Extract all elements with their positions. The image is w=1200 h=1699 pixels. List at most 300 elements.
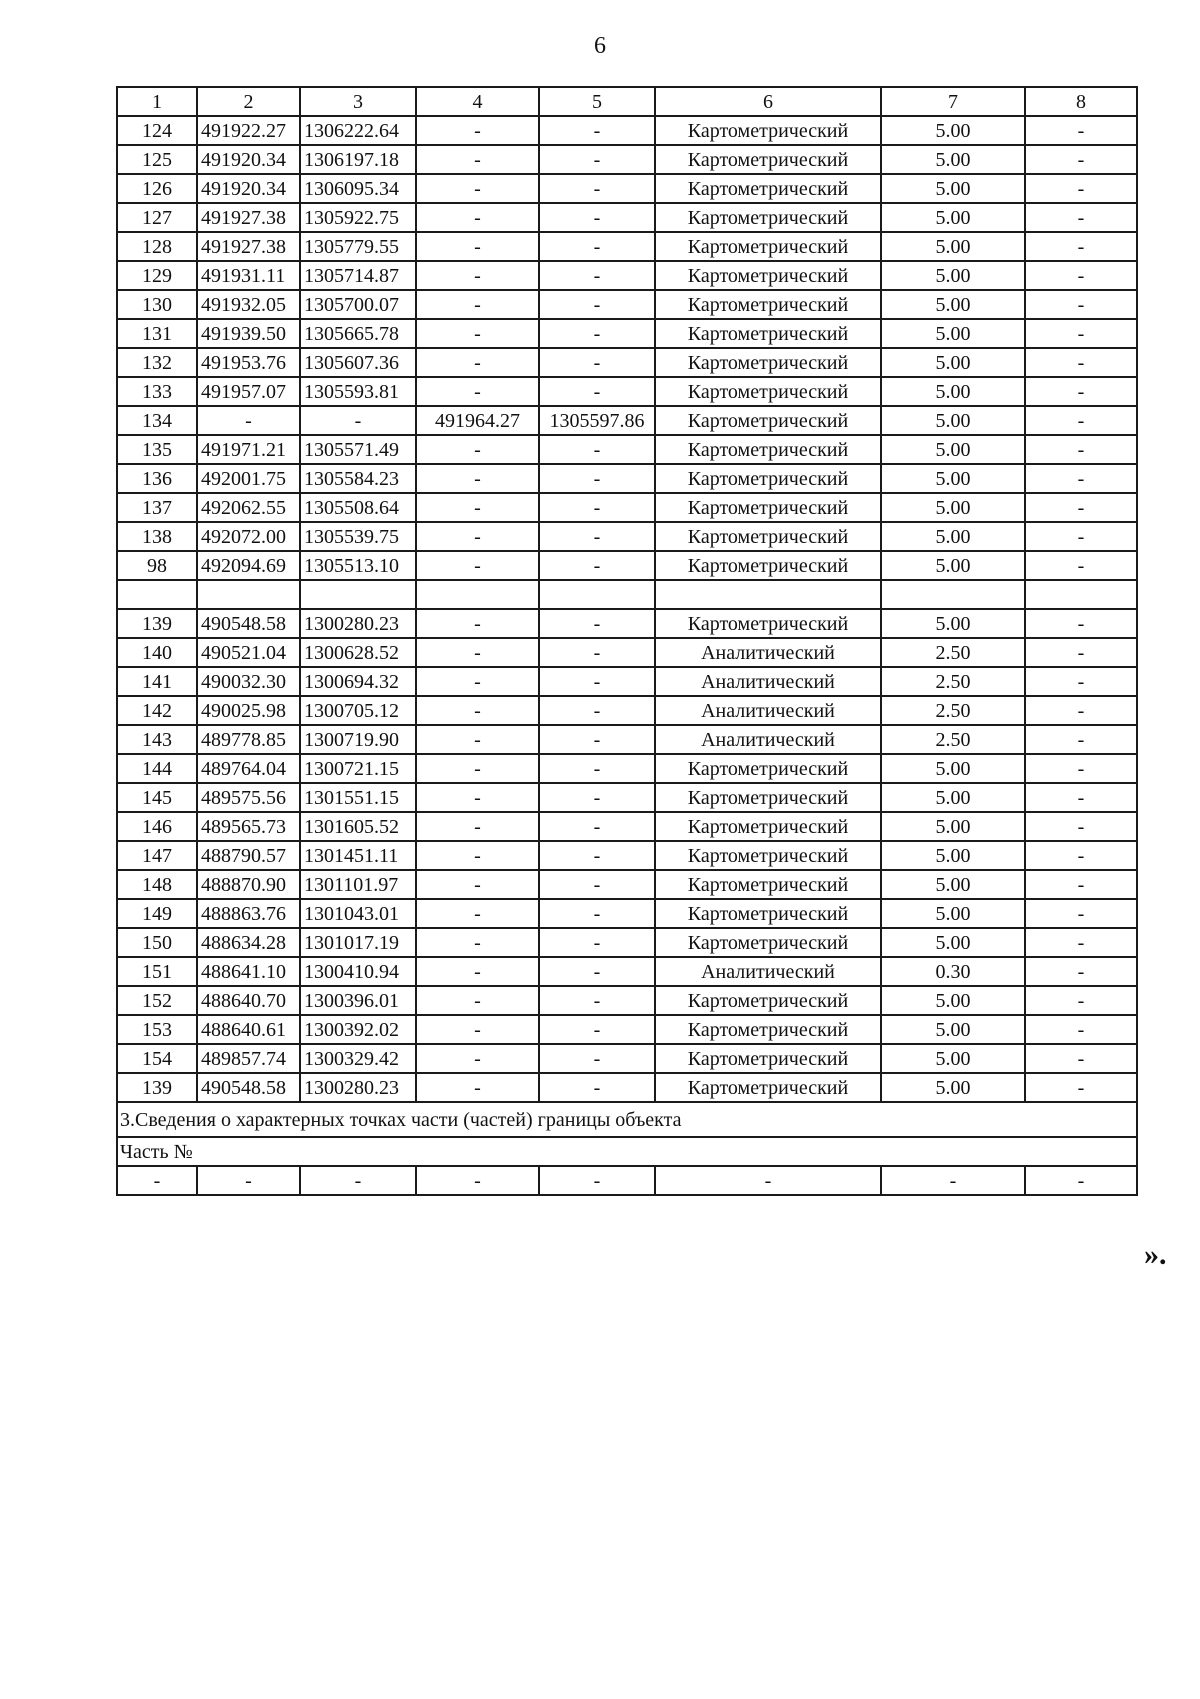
y-coordinate-cell — [300, 580, 416, 609]
x-coordinate-alt-cell: - — [416, 348, 539, 377]
method-cell: Аналитический — [655, 957, 881, 986]
point-number-cell: 124 — [117, 116, 197, 145]
table-row — [117, 319, 1137, 348]
x-coordinate-cell: 492072.00 — [197, 522, 300, 551]
accuracy-cell: 5.00 — [881, 899, 1025, 928]
point-number-cell: 139 — [117, 1073, 197, 1102]
point-number-cell: 132 — [117, 348, 197, 377]
accuracy-cell: 5.00 — [881, 348, 1025, 377]
point-number-cell: 152 — [117, 986, 197, 1015]
description-cell: - — [1025, 957, 1137, 986]
description-cell: - — [1025, 203, 1137, 232]
x-coordinate-alt-cell: - — [416, 174, 539, 203]
description-cell: - — [1025, 1044, 1137, 1073]
table-row — [117, 580, 1137, 609]
table-row — [117, 435, 1137, 464]
y-coordinate-cell: 1305539.75 — [300, 522, 416, 551]
y-coordinate-alt-cell: - — [539, 957, 655, 986]
y-coordinate-alt-cell: - — [539, 725, 655, 754]
table-row — [117, 261, 1137, 290]
section-title-row — [117, 1102, 1137, 1137]
x-coordinate-cell: 489778.85 — [197, 725, 300, 754]
description-cell: - — [1025, 551, 1137, 580]
accuracy-cell: 2.50 — [881, 696, 1025, 725]
y-coordinate-cell: 1300719.90 — [300, 725, 416, 754]
y-coordinate-cell: 1300628.52 — [300, 638, 416, 667]
column-number-row — [117, 87, 1137, 116]
table-row — [117, 696, 1137, 725]
accuracy-cell: 2.50 — [881, 725, 1025, 754]
x-coordinate-cell: 492001.75 — [197, 464, 300, 493]
x-coordinate-alt-cell: - — [416, 754, 539, 783]
table-row — [117, 406, 1137, 435]
table-row — [117, 348, 1137, 377]
y-coordinate-cell: 1305593.81 — [300, 377, 416, 406]
x-coordinate-alt-cell: - — [416, 725, 539, 754]
point-number-cell: 129 — [117, 261, 197, 290]
x-coordinate-cell — [197, 580, 300, 609]
description-cell: - — [1025, 145, 1137, 174]
x-coordinate-alt-cell: - — [416, 841, 539, 870]
y-coordinate-cell: 1301101.97 — [300, 870, 416, 899]
x-coordinate-alt-cell: - — [416, 696, 539, 725]
section-title: 3.Сведения о характерных точках части (частей) границы объекта — [117, 1102, 1137, 1137]
x-coordinate-alt-cell: - — [416, 783, 539, 812]
part-cell: - — [197, 1166, 300, 1195]
accuracy-cell: 5.00 — [881, 522, 1025, 551]
accuracy-cell — [881, 580, 1025, 609]
method-cell: Картометрический — [655, 464, 881, 493]
part-cell: - — [655, 1166, 881, 1195]
y-coordinate-cell: 1300396.01 — [300, 986, 416, 1015]
table-row — [117, 232, 1137, 261]
part-cell: - — [117, 1166, 197, 1195]
y-coordinate-alt-cell: - — [539, 319, 655, 348]
table-row — [117, 1073, 1137, 1102]
x-coordinate-cell: 488640.70 — [197, 986, 300, 1015]
point-number-cell: 130 — [117, 290, 197, 319]
x-coordinate-cell: 490548.58 — [197, 1073, 300, 1102]
method-cell: Аналитический — [655, 667, 881, 696]
y-coordinate-cell: 1300705.12 — [300, 696, 416, 725]
table-row — [117, 551, 1137, 580]
description-cell: - — [1025, 319, 1137, 348]
x-coordinate-alt-cell: - — [416, 928, 539, 957]
method-cell: Картометрический — [655, 174, 881, 203]
column-number-1: 1 — [117, 87, 197, 116]
y-coordinate-cell: 1300721.15 — [300, 754, 416, 783]
accuracy-cell: 0.30 — [881, 957, 1025, 986]
y-coordinate-alt-cell: - — [539, 928, 655, 957]
method-cell: Картометрический — [655, 261, 881, 290]
point-number-cell: 142 — [117, 696, 197, 725]
y-coordinate-alt-cell: - — [539, 203, 655, 232]
y-coordinate-cell: 1305508.64 — [300, 493, 416, 522]
y-coordinate-alt-cell: - — [539, 638, 655, 667]
description-cell: - — [1025, 986, 1137, 1015]
x-coordinate-alt-cell: - — [416, 377, 539, 406]
y-coordinate-alt-cell: - — [539, 493, 655, 522]
table-row — [117, 464, 1137, 493]
y-coordinate-cell: 1306222.64 — [300, 116, 416, 145]
table-row — [117, 899, 1137, 928]
x-coordinate-alt-cell: - — [416, 145, 539, 174]
x-coordinate-alt-cell: - — [416, 1044, 539, 1073]
accuracy-cell: 5.00 — [881, 609, 1025, 638]
x-coordinate-cell: 490025.98 — [197, 696, 300, 725]
method-cell: Картометрический — [655, 290, 881, 319]
accuracy-cell: 5.00 — [881, 986, 1025, 1015]
description-cell: - — [1025, 232, 1137, 261]
x-coordinate-cell: 489764.04 — [197, 754, 300, 783]
x-coordinate-cell: 488641.10 — [197, 957, 300, 986]
y-coordinate-alt-cell: - — [539, 870, 655, 899]
x-coordinate-alt-cell: - — [416, 116, 539, 145]
accuracy-cell: 5.00 — [881, 812, 1025, 841]
method-cell: Картометрический — [655, 1015, 881, 1044]
point-number-cell: 139 — [117, 609, 197, 638]
description-cell: - — [1025, 754, 1137, 783]
point-number-cell: 144 — [117, 754, 197, 783]
point-number-cell: 148 — [117, 870, 197, 899]
accuracy-cell: 5.00 — [881, 1044, 1025, 1073]
accuracy-cell: 5.00 — [881, 783, 1025, 812]
method-cell: Картометрический — [655, 406, 881, 435]
description-cell: - — [1025, 1073, 1137, 1102]
method-cell: Картометрический — [655, 812, 881, 841]
description-cell: - — [1025, 638, 1137, 667]
method-cell: Картометрический — [655, 348, 881, 377]
table-row — [117, 870, 1137, 899]
accuracy-cell: 5.00 — [881, 464, 1025, 493]
point-number-cell: 145 — [117, 783, 197, 812]
description-cell: - — [1025, 812, 1137, 841]
x-coordinate-cell: 490032.30 — [197, 667, 300, 696]
point-number-cell: 135 — [117, 435, 197, 464]
description-cell: - — [1025, 928, 1137, 957]
method-cell: Картометрический — [655, 870, 881, 899]
accuracy-cell: 5.00 — [881, 232, 1025, 261]
x-coordinate-cell: 491971.21 — [197, 435, 300, 464]
accuracy-cell: 5.00 — [881, 841, 1025, 870]
point-number-cell: 126 — [117, 174, 197, 203]
y-coordinate-cell: - — [300, 406, 416, 435]
y-coordinate-alt-cell: - — [539, 174, 655, 203]
description-cell: - — [1025, 116, 1137, 145]
method-cell: Картометрический — [655, 1044, 881, 1073]
point-number-cell: 128 — [117, 232, 197, 261]
x-coordinate-alt-cell: - — [416, 261, 539, 290]
y-coordinate-alt-cell: 1305597.86 — [539, 406, 655, 435]
y-coordinate-alt-cell: - — [539, 1044, 655, 1073]
method-cell: Картометрический — [655, 377, 881, 406]
y-coordinate-cell: 1305700.07 — [300, 290, 416, 319]
y-coordinate-alt-cell: - — [539, 696, 655, 725]
page-number: 6 — [594, 33, 606, 59]
point-number-cell: 137 — [117, 493, 197, 522]
table-row — [117, 203, 1137, 232]
description-cell: - — [1025, 841, 1137, 870]
point-number-cell — [117, 580, 197, 609]
table-row — [117, 841, 1137, 870]
description-cell: - — [1025, 696, 1137, 725]
table-row — [117, 638, 1137, 667]
part-cell: - — [416, 1166, 539, 1195]
x-coordinate-cell: 488863.76 — [197, 899, 300, 928]
method-cell: Картометрический — [655, 203, 881, 232]
table-row — [117, 1044, 1137, 1073]
point-number-cell: 140 — [117, 638, 197, 667]
table-row — [117, 783, 1137, 812]
column-number-7: 7 — [881, 87, 1025, 116]
y-coordinate-cell: 1300280.23 — [300, 1073, 416, 1102]
x-coordinate-cell: 490521.04 — [197, 638, 300, 667]
x-coordinate-alt-cell: - — [416, 319, 539, 348]
y-coordinate-alt-cell: - — [539, 812, 655, 841]
part-row — [117, 1166, 1137, 1195]
point-number-cell: 146 — [117, 812, 197, 841]
method-cell: Картометрический — [655, 899, 881, 928]
table-footer-section — [117, 1102, 1137, 1195]
table-row — [117, 377, 1137, 406]
point-number-cell: 138 — [117, 522, 197, 551]
x-coordinate-alt-cell: - — [416, 957, 539, 986]
y-coordinate-cell: 1306197.18 — [300, 145, 416, 174]
y-coordinate-cell: 1305584.23 — [300, 464, 416, 493]
y-coordinate-cell: 1301043.01 — [300, 899, 416, 928]
accuracy-cell: 5.00 — [881, 174, 1025, 203]
column-number-8: 8 — [1025, 87, 1137, 116]
description-cell: - — [1025, 377, 1137, 406]
y-coordinate-cell: 1301451.11 — [300, 841, 416, 870]
x-coordinate-cell: 491953.76 — [197, 348, 300, 377]
y-coordinate-cell: 1305922.75 — [300, 203, 416, 232]
x-coordinate-alt-cell: - — [416, 493, 539, 522]
y-coordinate-alt-cell: - — [539, 348, 655, 377]
point-number-cell: 134 — [117, 406, 197, 435]
point-number-cell: 133 — [117, 377, 197, 406]
method-cell: Картометрический — [655, 783, 881, 812]
description-cell: - — [1025, 522, 1137, 551]
table-row — [117, 957, 1137, 986]
x-coordinate-alt-cell: - — [416, 551, 539, 580]
accuracy-cell: 5.00 — [881, 493, 1025, 522]
point-number-cell: 147 — [117, 841, 197, 870]
point-number-cell: 125 — [117, 145, 197, 174]
point-number-cell: 154 — [117, 1044, 197, 1073]
x-coordinate-alt-cell: - — [416, 1073, 539, 1102]
x-coordinate-alt-cell: - — [416, 638, 539, 667]
accuracy-cell: 5.00 — [881, 261, 1025, 290]
y-coordinate-alt-cell: - — [539, 1073, 655, 1102]
y-coordinate-cell: 1305607.36 — [300, 348, 416, 377]
y-coordinate-alt-cell: - — [539, 464, 655, 493]
y-coordinate-alt-cell: - — [539, 754, 655, 783]
x-coordinate-cell: 491920.34 — [197, 145, 300, 174]
characteristic-points-table — [116, 86, 1138, 1196]
method-cell: Картометрический — [655, 841, 881, 870]
x-coordinate-cell: 491931.11 — [197, 261, 300, 290]
part-cell: - — [881, 1166, 1025, 1195]
method-cell: Аналитический — [655, 638, 881, 667]
x-coordinate-alt-cell: - — [416, 522, 539, 551]
accuracy-cell: 5.00 — [881, 551, 1025, 580]
table-row — [117, 754, 1137, 783]
method-cell: Картометрический — [655, 522, 881, 551]
y-coordinate-alt-cell — [539, 580, 655, 609]
table-row — [117, 145, 1137, 174]
y-coordinate-cell: 1301017.19 — [300, 928, 416, 957]
y-coordinate-alt-cell: - — [539, 551, 655, 580]
x-coordinate-alt-cell: - — [416, 812, 539, 841]
y-coordinate-cell: 1300280.23 — [300, 609, 416, 638]
accuracy-cell: 5.00 — [881, 319, 1025, 348]
y-coordinate-alt-cell: - — [539, 522, 655, 551]
accuracy-cell: 5.00 — [881, 435, 1025, 464]
accuracy-cell: 5.00 — [881, 290, 1025, 319]
description-cell: - — [1025, 899, 1137, 928]
accuracy-cell: 5.00 — [881, 406, 1025, 435]
method-cell: Картометрический — [655, 319, 881, 348]
point-number-cell: 136 — [117, 464, 197, 493]
description-cell — [1025, 580, 1137, 609]
y-coordinate-alt-cell: - — [539, 232, 655, 261]
description-cell: - — [1025, 435, 1137, 464]
method-cell: Картометрический — [655, 116, 881, 145]
y-coordinate-cell: 1300392.02 — [300, 1015, 416, 1044]
y-coordinate-alt-cell: - — [539, 609, 655, 638]
x-coordinate-cell: 491957.07 — [197, 377, 300, 406]
method-cell: Картометрический — [655, 986, 881, 1015]
x-coordinate-alt-cell: - — [416, 609, 539, 638]
x-coordinate-cell: 488640.61 — [197, 1015, 300, 1044]
y-coordinate-alt-cell: - — [539, 899, 655, 928]
point-number-cell: 131 — [117, 319, 197, 348]
description-cell: - — [1025, 348, 1137, 377]
table-row — [117, 667, 1137, 696]
method-cell: Картометрический — [655, 493, 881, 522]
description-cell: - — [1025, 667, 1137, 696]
accuracy-cell: 2.50 — [881, 667, 1025, 696]
method-cell: Картометрический — [655, 609, 881, 638]
description-cell: - — [1025, 261, 1137, 290]
table-row — [117, 986, 1137, 1015]
point-number-cell: 151 — [117, 957, 197, 986]
table-row — [117, 725, 1137, 754]
table-row — [117, 609, 1137, 638]
y-coordinate-alt-cell: - — [539, 290, 655, 319]
y-coordinate-alt-cell: - — [539, 841, 655, 870]
closing-quote: ». — [1144, 1238, 1167, 1271]
y-coordinate-alt-cell: - — [539, 377, 655, 406]
description-cell: - — [1025, 783, 1137, 812]
point-number-cell: 150 — [117, 928, 197, 957]
point-number-cell: 143 — [117, 725, 197, 754]
x-coordinate-alt-cell: 491964.27 — [416, 406, 539, 435]
column-number-2: 2 — [197, 87, 300, 116]
part-cell: - — [1025, 1166, 1137, 1195]
x-coordinate-cell: 489857.74 — [197, 1044, 300, 1073]
method-cell: Картометрический — [655, 551, 881, 580]
method-cell: Картометрический — [655, 928, 881, 957]
y-coordinate-cell: 1305571.49 — [300, 435, 416, 464]
column-number-4: 4 — [416, 87, 539, 116]
point-number-cell: 127 — [117, 203, 197, 232]
accuracy-cell: 2.50 — [881, 638, 1025, 667]
y-coordinate-alt-cell: - — [539, 1015, 655, 1044]
y-coordinate-alt-cell: - — [539, 261, 655, 290]
x-coordinate-cell: - — [197, 406, 300, 435]
x-coordinate-cell: 491920.34 — [197, 174, 300, 203]
x-coordinate-cell: 492094.69 — [197, 551, 300, 580]
y-coordinate-cell: 1305665.78 — [300, 319, 416, 348]
accuracy-cell: 5.00 — [881, 870, 1025, 899]
x-coordinate-alt-cell: - — [416, 232, 539, 261]
x-coordinate-cell: 492062.55 — [197, 493, 300, 522]
table-row — [117, 522, 1137, 551]
accuracy-cell: 5.00 — [881, 145, 1025, 174]
point-number-cell: 149 — [117, 899, 197, 928]
description-cell: - — [1025, 174, 1137, 203]
y-coordinate-cell: 1301551.15 — [300, 783, 416, 812]
accuracy-cell: 5.00 — [881, 928, 1025, 957]
table-body — [117, 87, 1137, 1102]
table-row — [117, 493, 1137, 522]
y-coordinate-alt-cell: - — [539, 145, 655, 174]
x-coordinate-cell: 488790.57 — [197, 841, 300, 870]
x-coordinate-cell: 491927.38 — [197, 203, 300, 232]
table-row — [117, 174, 1137, 203]
x-coordinate-cell: 489575.56 — [197, 783, 300, 812]
part-label: Часть № — [117, 1137, 1137, 1166]
y-coordinate-cell: 1306095.34 — [300, 174, 416, 203]
x-coordinate-cell: 489565.73 — [197, 812, 300, 841]
accuracy-cell: 5.00 — [881, 754, 1025, 783]
column-number-3: 3 — [300, 87, 416, 116]
description-cell: - — [1025, 290, 1137, 319]
x-coordinate-alt-cell: - — [416, 435, 539, 464]
method-cell: Картометрический — [655, 754, 881, 783]
y-coordinate-cell: 1300694.32 — [300, 667, 416, 696]
method-cell: Картометрический — [655, 435, 881, 464]
x-coordinate-alt-cell: - — [416, 667, 539, 696]
part-cell: - — [539, 1166, 655, 1195]
y-coordinate-alt-cell: - — [539, 435, 655, 464]
y-coordinate-cell: 1301605.52 — [300, 812, 416, 841]
accuracy-cell: 5.00 — [881, 377, 1025, 406]
x-coordinate-cell: 491932.05 — [197, 290, 300, 319]
description-cell: - — [1025, 609, 1137, 638]
column-number-6: 6 — [655, 87, 881, 116]
part-cell: - — [300, 1166, 416, 1195]
y-coordinate-alt-cell: - — [539, 116, 655, 145]
description-cell: - — [1025, 464, 1137, 493]
table-row — [117, 290, 1137, 319]
x-coordinate-cell: 488634.28 — [197, 928, 300, 957]
point-number-cell: 153 — [117, 1015, 197, 1044]
y-coordinate-cell: 1305714.87 — [300, 261, 416, 290]
accuracy-cell: 5.00 — [881, 1073, 1025, 1102]
table-row — [117, 928, 1137, 957]
x-coordinate-alt-cell: - — [416, 290, 539, 319]
accuracy-cell: 5.00 — [881, 203, 1025, 232]
description-cell: - — [1025, 725, 1137, 754]
x-coordinate-alt-cell: - — [416, 870, 539, 899]
x-coordinate-cell: 491927.38 — [197, 232, 300, 261]
method-cell: Картометрический — [655, 145, 881, 174]
accuracy-cell: 5.00 — [881, 1015, 1025, 1044]
method-cell: Картометрический — [655, 1073, 881, 1102]
